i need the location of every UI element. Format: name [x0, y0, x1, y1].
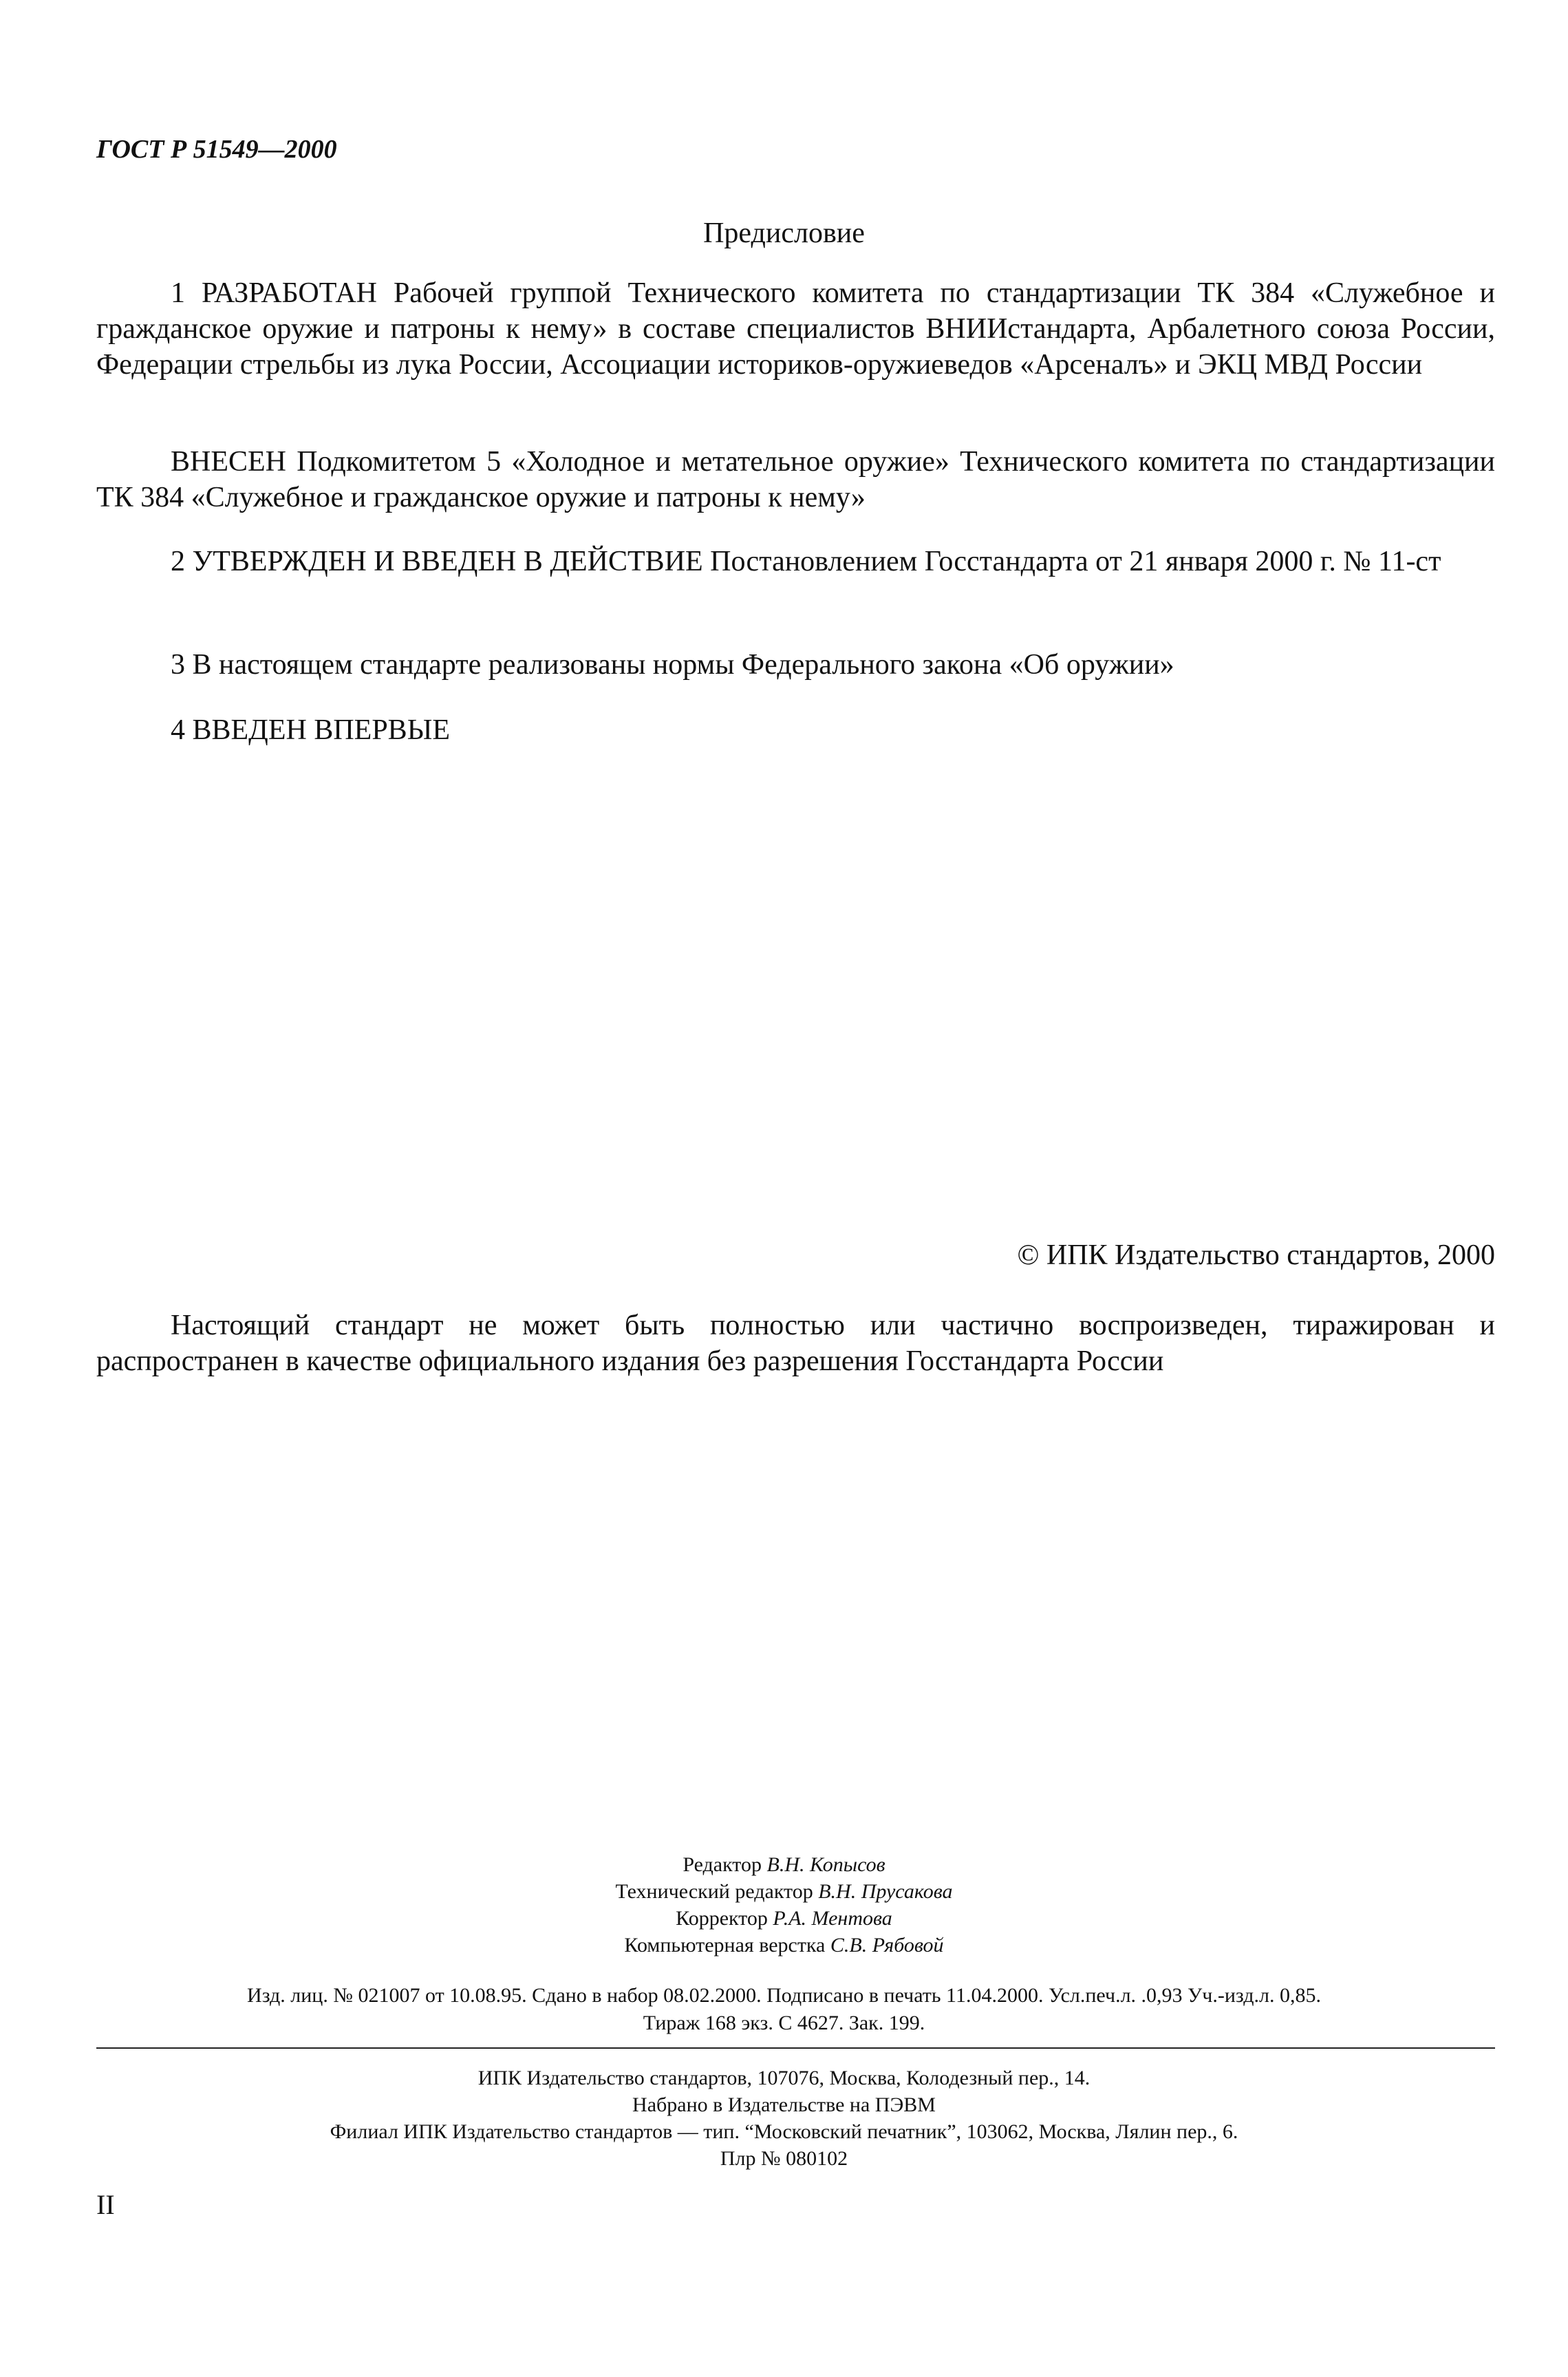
credits-block	[0, 1851, 1568, 1959]
publisher-line-4: Плр № 080102	[720, 2147, 848, 2170]
document-header: ГОСТ Р 51549—2000	[96, 135, 337, 164]
publisher-line-1: ИПК Издательство стандартов, 107076, Москва, Колодезный пер., 14.	[477, 2067, 1091, 2089]
paragraph-approved: 2 УТВЕРЖДЕН И ВВЕДЕН В ДЕЙСТВИЕ Постановлением Госстандарта от 21 января 2000 г. № 11-ст	[171, 546, 1441, 577]
divider-rule	[96, 2047, 1495, 2049]
publisher-line-2: Набрано в Издательстве на ПЭВМ	[632, 2093, 936, 2116]
imprint-line-2: Тираж 168 экз. С 4627. Зак. 199.	[643, 2012, 925, 2034]
page-number: II	[96, 2189, 115, 2220]
publisher-line-3: Филиал ИПК Издательство стандартов — тип. “Московский печатник”, 103062, Москва, Лялин пер., 6.	[330, 2120, 1238, 2143]
credit-corrector: Корректор Р.А. Ментова	[676, 1907, 892, 1930]
paragraph-developed-by: 1 РАЗРАБОТАН Рабочей группой Технического комитета по стандартизации ТК 384 «Служебное и гражданское оружие и патроны к нему» в составе специалистов ВНИИстандарта, Арбалетного союза России, Федерации стрельбы из лука России, Ассоциации историков-оружиеведов «Арсеналъ» и ЭКЦ МВД России	[96, 277, 1495, 381]
credit-editor: Редактор В.Н. Копысов	[683, 1853, 885, 1876]
imprint-block	[0, 1982, 1568, 2037]
paragraph-introduced-by: ВНЕСЕН Подкомитетом 5 «Холодное и метательное оружие» Технического комитета по стандартизации ТК 384 «Служебное и гражданское оружие и патроны к нему»	[96, 446, 1495, 513]
paragraph-first-introduced: 4 ВВЕДЕН ВПЕРВЫЕ	[171, 714, 450, 746]
page-title: Предисловие	[703, 217, 865, 249]
paragraph-law: 3 В настоящем стандарте реализованы нормы Федерального закона «Об оружии»	[171, 649, 1174, 681]
imprint-line-1: Изд. лиц. № 021007 от 10.08.95. Сдано в набор 08.02.2000. Подписано в печать 11.04.2000. Усл.печ.л. .0,93 Уч.-изд.л. 0,85.	[247, 1984, 1321, 2007]
credit-tech-editor: Технический редактор В.Н. Прусакова	[615, 1880, 953, 1903]
publisher-block	[0, 2065, 1568, 2172]
reproduction-notice: Настоящий стандарт не может быть полностью или частично воспроизведен, тиражирован и распространен в качестве официального издания без разрешения Госстандарта России	[96, 1310, 1495, 1377]
copyright-line: © ИПК Издательство стандартов, 2000	[1017, 1239, 1495, 1271]
credit-layout: Компьютерная верстка С.В. Рябовой	[624, 1934, 944, 1957]
